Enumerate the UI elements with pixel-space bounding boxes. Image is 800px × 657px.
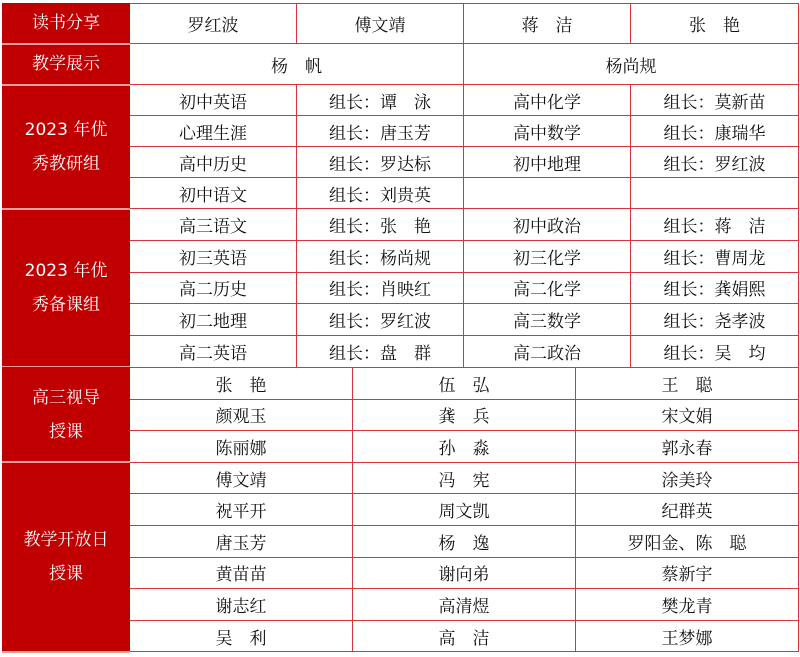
teacher-name: 郭永春	[576, 431, 799, 463]
section-label-teaching-show	[3, 44, 130, 85]
teacher-name: 罗红波	[130, 4, 297, 44]
teacher-name: 张 艳	[631, 4, 799, 44]
group-subject: 高中化学	[464, 85, 631, 116]
row-teaching-show	[3, 44, 799, 85]
awards-table-top	[2, 3, 799, 368]
group-subject: 高三语文	[130, 209, 297, 241]
teacher-name: 杨尚规	[464, 44, 799, 85]
group-leader	[631, 178, 799, 209]
group-subject: 高二英语	[130, 336, 297, 368]
table-row	[3, 462, 799, 494]
teacher-name: 罗阳金、陈 聪	[576, 525, 799, 557]
group-subject: 初中地理	[464, 147, 631, 178]
teacher-name: 杨 帆	[130, 44, 464, 85]
teacher-name: 杨 逸	[353, 525, 576, 557]
group-subject: 初三英语	[130, 240, 297, 272]
teacher-name: 谢志红	[130, 589, 353, 621]
group-leader: 组长：龚娟熙	[631, 272, 799, 304]
section-label-text: 读书分享	[32, 13, 100, 34]
teacher-name: 蒋 洁	[464, 4, 631, 44]
table-row	[3, 85, 799, 116]
teacher-name: 傅文靖	[297, 4, 464, 44]
group-leader: 组长：杨尚规	[297, 240, 464, 272]
group-subject: 高三数学	[464, 304, 631, 336]
section-label-line1: 教学开放日	[23, 530, 109, 551]
teacher-name: 唐玉芳	[130, 525, 353, 557]
section-label-line2: 授课	[49, 421, 83, 442]
teacher-name: 周文凯	[353, 494, 576, 526]
group-subject: 初中语文	[130, 178, 297, 209]
group-leader: 组长：曹周龙	[631, 240, 799, 272]
group-subject: 心理生涯	[130, 116, 297, 147]
teacher-name: 吴 利	[130, 620, 353, 652]
group-leader: 组长：刘贵英	[297, 178, 464, 209]
group-subject: 高二历史	[130, 272, 297, 304]
teacher-name: 颜观玉	[130, 399, 353, 431]
group-leader: 组长：张 艳	[297, 209, 464, 241]
teacher-name: 傅文靖	[130, 462, 353, 494]
teacher-name: 祝平开	[130, 494, 353, 526]
section-label-lesson-groups	[3, 209, 130, 368]
group-subject: 初三化学	[464, 240, 631, 272]
group-leader: 组长：谭 泳	[297, 85, 464, 116]
teacher-name: 龚 兵	[353, 399, 576, 431]
group-leader: 组长：罗红波	[631, 147, 799, 178]
teacher-name: 孙 淼	[353, 431, 576, 463]
teacher-name: 王梦娜	[576, 620, 799, 652]
group-subject: 初中政治	[464, 209, 631, 241]
teacher-name: 谢向弟	[353, 557, 576, 589]
teacher-name: 樊龙青	[576, 589, 799, 621]
section-label-line2: 秀教研组	[32, 153, 100, 174]
group-leader: 组长：尧孝波	[631, 304, 799, 336]
teacher-name: 蔡新宇	[576, 557, 799, 589]
group-subject: 初中英语	[130, 85, 297, 116]
group-subject: 高二化学	[464, 272, 631, 304]
teacher-name: 黄苗苗	[130, 557, 353, 589]
teacher-name: 高清煜	[353, 589, 576, 621]
group-leader: 组长：蒋 洁	[631, 209, 799, 241]
section-label-open-day	[3, 462, 130, 652]
group-subject: 高中数学	[464, 116, 631, 147]
row-reading-share	[3, 4, 799, 44]
group-subject	[464, 178, 631, 209]
group-leader: 组长：吴 均	[631, 336, 799, 368]
teacher-name: 伍 弘	[353, 368, 576, 400]
teacher-name: 宋文娟	[576, 399, 799, 431]
teacher-name: 王 聪	[576, 368, 799, 400]
group-leader: 组长：康瑞华	[631, 116, 799, 147]
teacher-name: 陈丽娜	[130, 431, 353, 463]
section-label-senior3-guidance	[3, 368, 130, 463]
section-label-line1: 2023 年优	[24, 119, 108, 140]
section-label-line2: 秀备课组	[32, 294, 100, 315]
group-subject: 高中历史	[130, 147, 297, 178]
group-leader: 组长：莫新苗	[631, 85, 799, 116]
group-subject: 高二政治	[464, 336, 631, 368]
teacher-name: 涂美玲	[576, 462, 799, 494]
section-label-text: 教学展示	[32, 54, 100, 74]
section-label-research-groups	[3, 85, 130, 209]
teacher-name: 冯 宪	[353, 462, 576, 494]
section-label-reading-share	[3, 4, 130, 44]
table-row	[3, 209, 799, 241]
group-leader: 组长：肖映红	[297, 272, 464, 304]
teacher-name: 纪群英	[576, 494, 799, 526]
group-leader: 组长：罗达标	[297, 147, 464, 178]
group-subject: 初二地理	[130, 304, 297, 336]
teacher-name: 高 洁	[353, 620, 576, 652]
teacher-name: 张 艳	[130, 368, 353, 400]
group-leader: 组长：罗红波	[297, 304, 464, 336]
group-leader: 组长：盘 群	[297, 336, 464, 368]
section-label-line2: 授课	[49, 564, 83, 585]
section-label-line1: 高三视导	[32, 387, 100, 408]
group-leader: 组长：唐玉芳	[297, 116, 464, 147]
section-label-line1: 2023 年优	[24, 260, 108, 281]
table-row	[3, 368, 799, 400]
awards-table-bottom	[2, 367, 799, 653]
